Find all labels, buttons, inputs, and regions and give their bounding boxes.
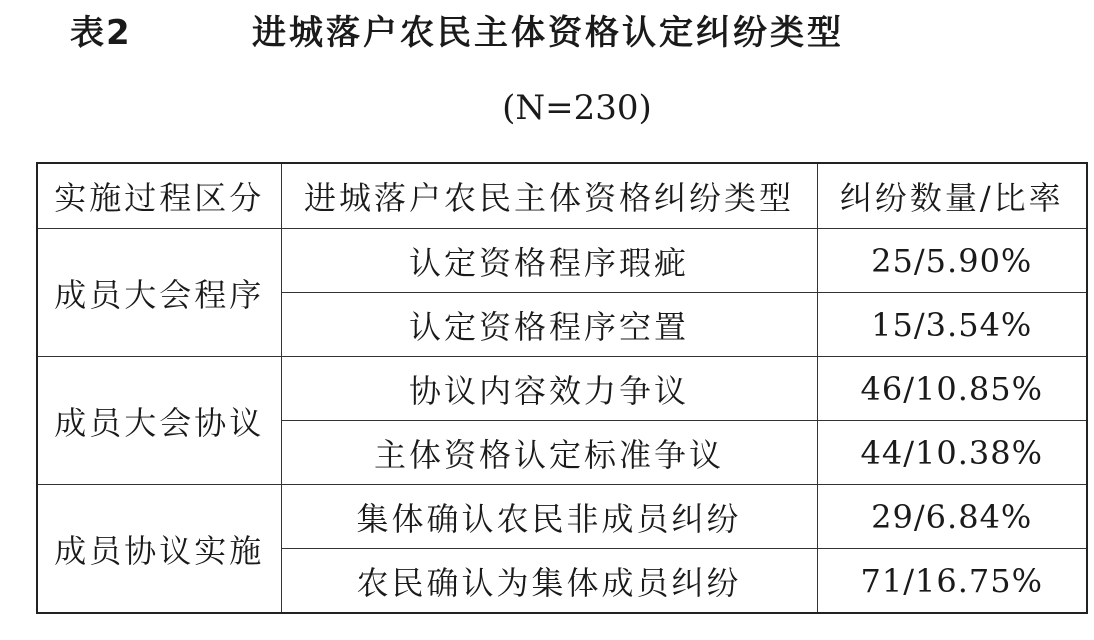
count-ratio-cell: 46/10.85% <box>817 357 1087 421</box>
header-count-ratio: 纠纷数量/比率 <box>817 163 1087 229</box>
dispute-type-cell: 集体确认农民非成员纠纷 <box>281 485 817 549</box>
count-ratio-cell: 71/16.75% <box>817 549 1087 614</box>
table-sample-size: (N=230) <box>502 88 652 128</box>
count-ratio-cell: 25/5.90% <box>817 229 1087 293</box>
count-ratio-cell: 44/10.38% <box>817 421 1087 485</box>
dispute-type-cell: 认定资格程序瑕疵 <box>281 229 817 293</box>
count-ratio-cell: 15/3.54% <box>817 293 1087 357</box>
phase-cell: 成员大会程序 <box>37 229 281 357</box>
dispute-type-cell: 协议内容效力争议 <box>281 357 817 421</box>
dispute-type-cell: 主体资格认定标准争议 <box>281 421 817 485</box>
table-row <box>37 485 1087 549</box>
header-dispute-type: 进城落户农民主体资格纠纷类型 <box>281 163 817 229</box>
phase-cell: 成员大会协议 <box>37 357 281 485</box>
header-phase: 实施过程区分 <box>37 163 281 229</box>
table-caption-label: 表2 <box>70 13 132 53</box>
table-row <box>37 229 1087 293</box>
phase-cell: 成员协议实施 <box>37 485 281 614</box>
table-header-row <box>37 163 1087 229</box>
count-ratio-cell: 29/6.84% <box>817 485 1087 549</box>
dispute-types-table <box>36 162 1088 614</box>
dispute-type-cell: 农民确认为集体成员纠纷 <box>281 549 817 614</box>
table-row <box>37 357 1087 421</box>
table-caption-title: 进城落户农民主体资格认定纠纷类型 <box>252 13 844 53</box>
dispute-type-cell: 认定资格程序空置 <box>281 293 817 357</box>
